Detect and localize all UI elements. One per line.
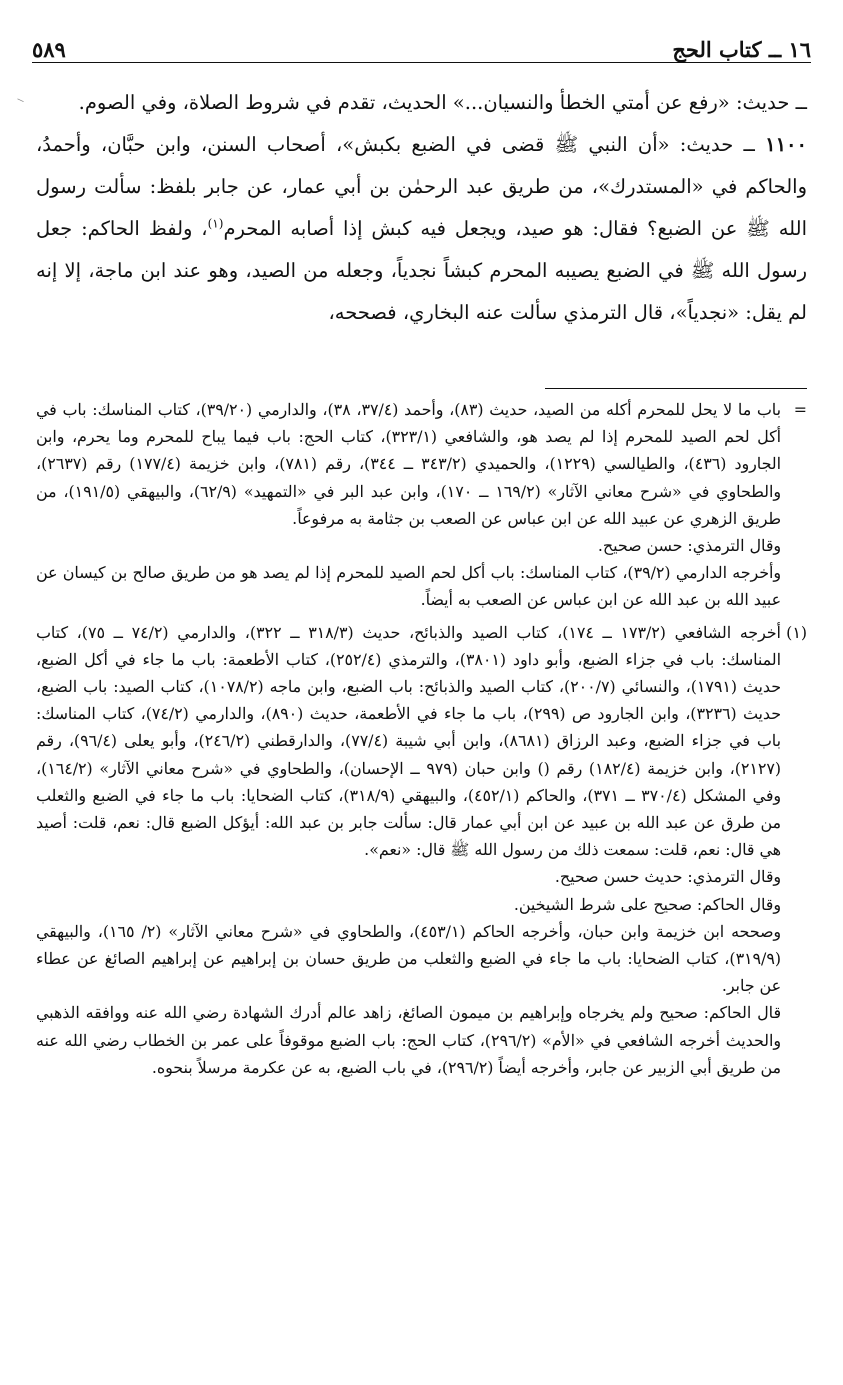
footnote-reference: (١) <box>207 216 224 231</box>
hadith-text-part2: ، ولفظ الحاكم: جعل رسول الله ﷺ في الضبع يصيبه المحرم كبشاً نجدياً، وجعله من الصيد، وهو عند ابن ماجة، إلا إنه لم يقل: «نجدياً»، قال الترمذي سألت عنه البخاري، فصححه، <box>36 217 807 324</box>
footnote-1-hakim-comment: قال الحاكم: صحيح ولم يخرجاه وإبراهيم بن ميمون الصائغ، زاهد عالم أدرك الشهادة رضي الله عنه ووافقه الذهبي والحديث أخرجه الشافعي في «الأم» (٢٩٦/٢)، كتاب الحج: باب الضبع موقوفاً على عمر بن الخطاب رضي الله عنه من طريق أبي الزبير عن جابر، وأخرجه أيضاً (٢٩٦/٢)، في باب الضبع، به عن عكرمة مرسلاً بنحوه. <box>36 1003 781 1077</box>
main-text <box>36 82 807 334</box>
hadith-text-part1: ــ حديث: «أن النبي ﷺ قضى في الضبع بكبش»، أصحاب السنن، وابن حبَّان، وأحمدُ، والحاكم في «المستدرك»، من طريق عبد الرحمٰن بن أبي عمار، عن جابر بلفظ: سألت رسول الله ﷺ عن الضبع؟ فقال: هو صيد، ويجعل فيه كبش إذا أصابه المحرم <box>36 133 807 240</box>
paragraph-hadith-reference: ــ حديث: «رفع عن أمتي الخطأ والنسيان...» الحديث، تقدم في شروط الصلاة، وفي الصوم. <box>78 91 807 114</box>
footnote-continuation-text: باب ما لا يحل للمحرم أكله من الصيد، حديث (٨٣)، وأحمد (٣٧/٤، ٣٨)، والدارمي (٣٩/٢٠)، كتاب المناسك: باب في أكل لحم الصيد للمحرم إذا لم يصد هو، والشافعي (٣٢٣/١)، كتاب الحج: باب فيما يباح للمحرم وما يحرم، وابن الجارود (٤٣٦)، والطيالسي (١٢٢٩)، والحميدي (٣٤٣/٢ ــ ٣٤٤)، رقم (٧٨١)، وابن خزيمة (١٧٧/٤) رقم (٢٦٣٧)، والطحاوي في «شرح معاني الآثار» (١٦٩/٢ ــ ١٧٠)، وابن عبد البر في «التمهيد» (٦٢/٩)، والبيهقي (١٩١/٥)، من طريق الزهري عن عبيد الله عن ابن عباس عن الصعب بن جثامة به مرفوعاً. <box>36 400 781 528</box>
paragraph-hadith-1100 <box>36 124 807 334</box>
footnote-tirmidhi-note: وقال الترمذي: حسن صحيح. <box>597 536 781 556</box>
footnote-1-mark: (١) <box>786 622 807 642</box>
footnote-1-text: أخرجه الشافعي (١٧٣/٢ ــ ١٧٤)، كتاب الصيد والذبائح، حديث (٣١٨/٣ ــ ٣٢٢)، والدارمي (٧٤/٢ ــ ٧٥)، كتاب المناسك: باب في جزاء الضبع، وأبو داود (٣٨٠١)، والترمذي (٢٥٢/٤)، كتاب الأطعمة: باب ما جاء في أكل الضبع، حديث (١٧٩١)، والنسائي (٢٠٠/٧)، كتاب الصيد والذبائح: باب الضبع، وابن ماجه (١٠٧٨/٢)، كتاب الصيد: باب الضبع، حديث (٣٢٣٦)، وابن الجارود ص (٢٩٩)، باب ما جاء في الأطعمة، حديث (٨٩٠)، والدارمي (٧٤/٢)، كتاب المناسك: باب في جزاء الضبع، وعبد الرزاق (٨٦٨١)، وابن أبي شيبة (٧٧/٤)، والدارقطني (٢٤٦/٢)، وأبو يعلى (٩٦/٤)، رقم (٢١٢٧)، وابن خزيمة (١٨٢/٤) رقم () وابن حبان (٩٧٩ ــ الإحسان)، والطحاوي في «شرح معاني الآثار» (١٦٤/٢)، وفي المشكل (٣٧٠/٤ ــ ٣٧١)، والحاكم (٤٥٢/١)، والبيهقي (٣١٨/٩)، كتاب الضحايا: باب ما جاء في الضبع والثعلب من طرق عن عبد الله بن عبيد عن ابن أبي عمار قال: سألت جابر بن عبد الله: أيؤكل الضبع قال: نعم، قلت: أصيد هي قال: نعم، قلت: سمعت ذلك من رسول الله ﷺ قال: «نعم». <box>36 622 781 860</box>
page-header <box>32 28 811 63</box>
footnotes <box>36 396 807 1081</box>
continuation-mark: = <box>793 400 807 419</box>
footnote-1-hakim: وقال الحاكم: صحيح على شرط الشيخين. <box>513 894 781 914</box>
footnote-continuation <box>36 396 807 532</box>
footnote-1-tirmidhi: وقال الترمذي: حديث حسن صحيح. <box>554 867 781 887</box>
running-title: ١٦ ــ كتاب الحج <box>672 37 811 62</box>
footnote-1-authentication: وصححه ابن خزيمة وابن حبان، وأخرجه الحاكم (٤٥٣/١)، والطحاوي في «شرح معاني الآثار» (٢/ ١٦٥)، والبيهقي (٣١٩/٩)، كتاب الضحايا: باب ما جاء في الضبع والثعلب من طريق حسان بن إبراهيم عن إبراهيم الصائغ عن عطاء عن جابر. <box>36 921 781 996</box>
margin-mark: ⸝ <box>13 89 26 107</box>
hadith-number: ١١٠٠ <box>765 133 808 156</box>
footnote-separator <box>545 388 807 389</box>
footnote-1 <box>36 619 807 864</box>
page-number: ٥٨٩ <box>32 37 66 62</box>
footnote-darimi-note: وأخرجه الدارمي (٣٩/٢)، كتاب المناسك: باب أكل لحم الصيد للمحرم إذا لم يصد هو من طريق صالح بن كيسان عن عبيد الله بن عبد الله عن ابن عباس عن الصعب به أيضاً. <box>36 563 781 610</box>
